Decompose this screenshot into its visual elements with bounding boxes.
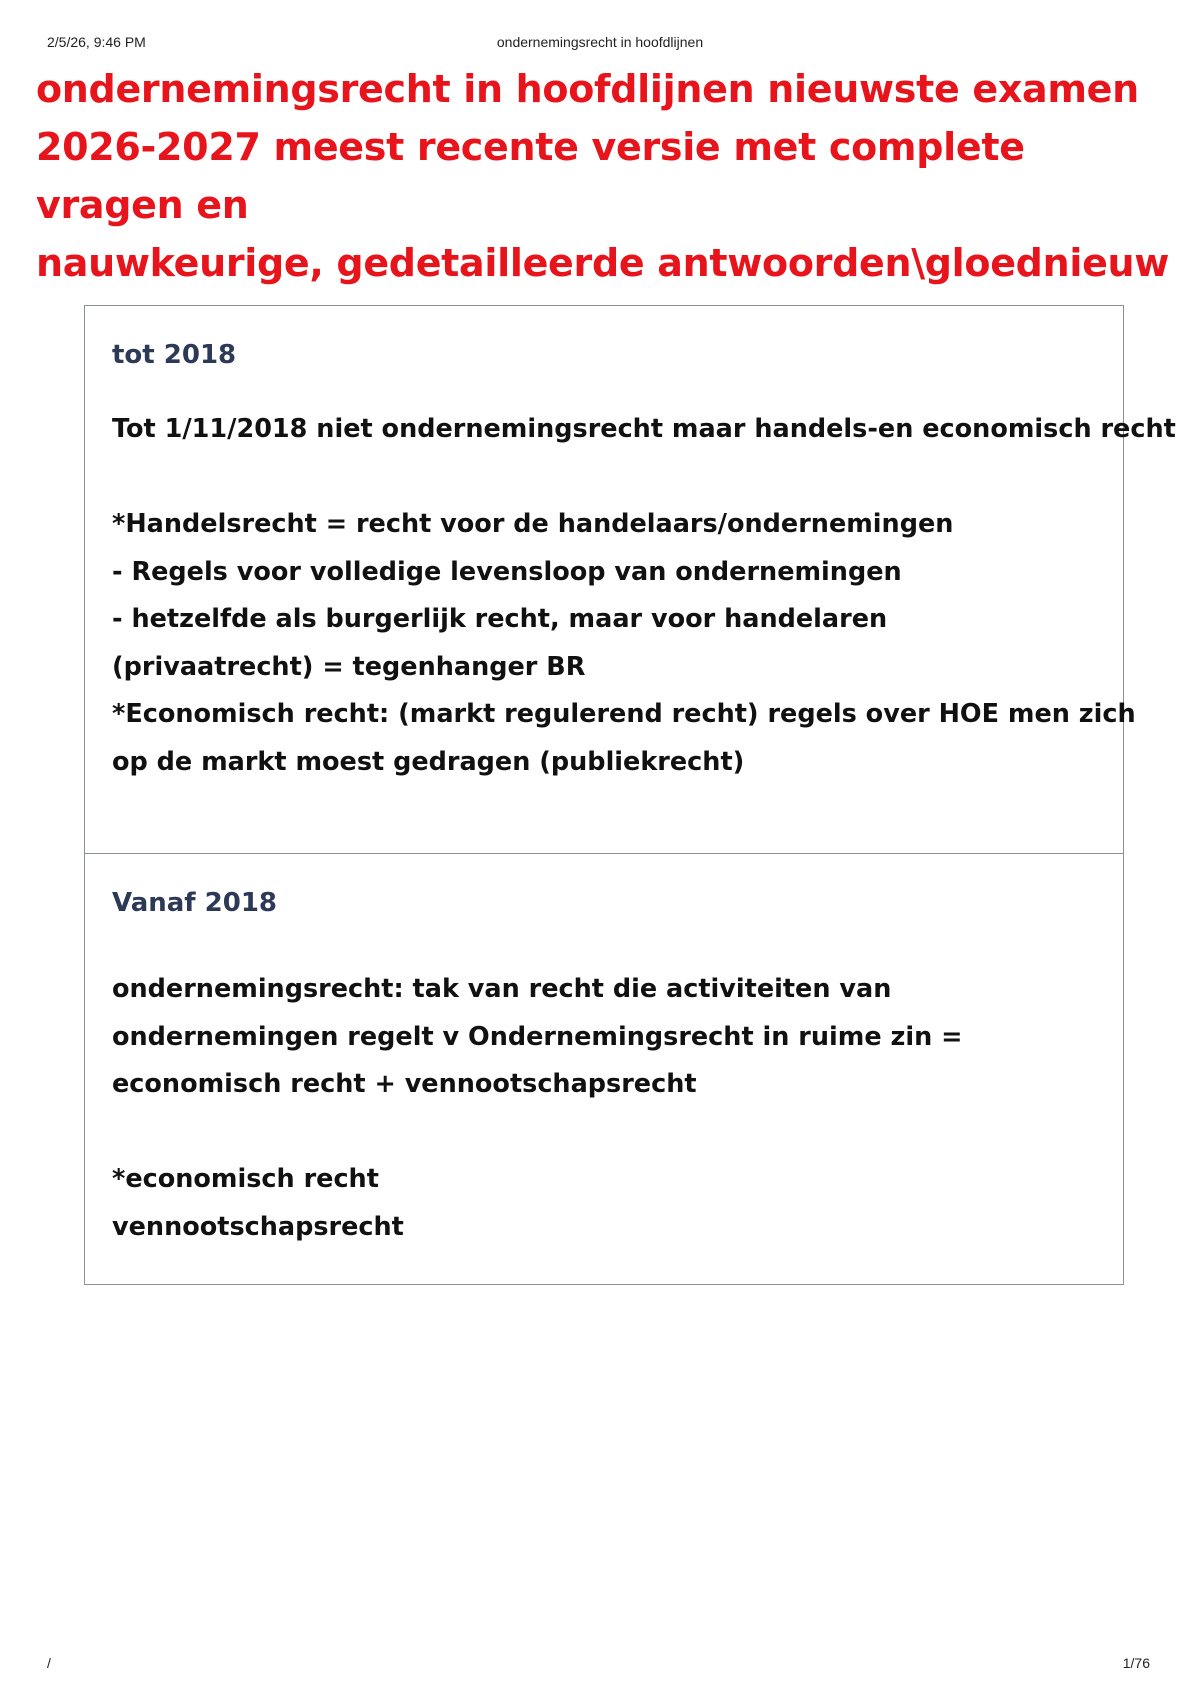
card-heading: Vanaf 2018 [112, 888, 278, 918]
card-heading: tot 2018 [112, 340, 237, 370]
card-line: *Handelsrecht = recht voor de handelaars/ondernemingen [112, 509, 954, 539]
print-date: 2/5/26, 9:46 PM [47, 34, 146, 50]
card-body [112, 406, 1176, 786]
flashcard-vanaf-2018 [84, 853, 1124, 1285]
card-line: - Regels voor volledige levensloop van ondernemingen [112, 556, 902, 587]
headline-line: nauwkeurige, gedetailleerde antwoorden\gloednieuw [36, 241, 1170, 285]
card-line: *economisch recht [112, 1164, 379, 1194]
print-footer [0, 1655, 1200, 1675]
page-number: 1/76 [1122, 1655, 1150, 1671]
card-line: Tot 1/11/2018 niet ondernemingsrecht maar handels-en economisch recht [112, 414, 1176, 444]
document-headline [36, 60, 1176, 292]
card-line: *Economisch recht: (markt regulerend recht) regels over HOE men zich [112, 699, 1136, 729]
flashcard-tot-2018 [84, 305, 1176, 855]
print-header [0, 34, 1200, 54]
card-line: ondernemingsrecht: tak van recht die activiteiten van [112, 974, 892, 1004]
card-line: vennootschapsrecht [112, 1211, 404, 1242]
card-line: (privaatrecht) = tegenhanger BR [112, 651, 586, 682]
card-line: - hetzelfde als burgerlijk recht, maar voor handelaren [112, 604, 888, 634]
headline-line: 2026-2027 meest recente versie met complete vragen en [36, 125, 1025, 227]
footer-url: / [47, 1655, 51, 1671]
card-line: ondernemingen regelt v Ondernemingsrecht in ruime zin = [112, 1021, 963, 1052]
headline-line: ondernemingsrecht in hoofdlijnen nieuwste examen [36, 67, 1139, 111]
card-line: economisch recht + vennootschapsrecht [112, 1069, 697, 1099]
print-doc-title: ondernemingsrecht in hoofdlijnen [496, 34, 704, 50]
card-body [112, 966, 1112, 1251]
card-line: op de markt moest gedragen (publiekrecht) [112, 746, 745, 777]
